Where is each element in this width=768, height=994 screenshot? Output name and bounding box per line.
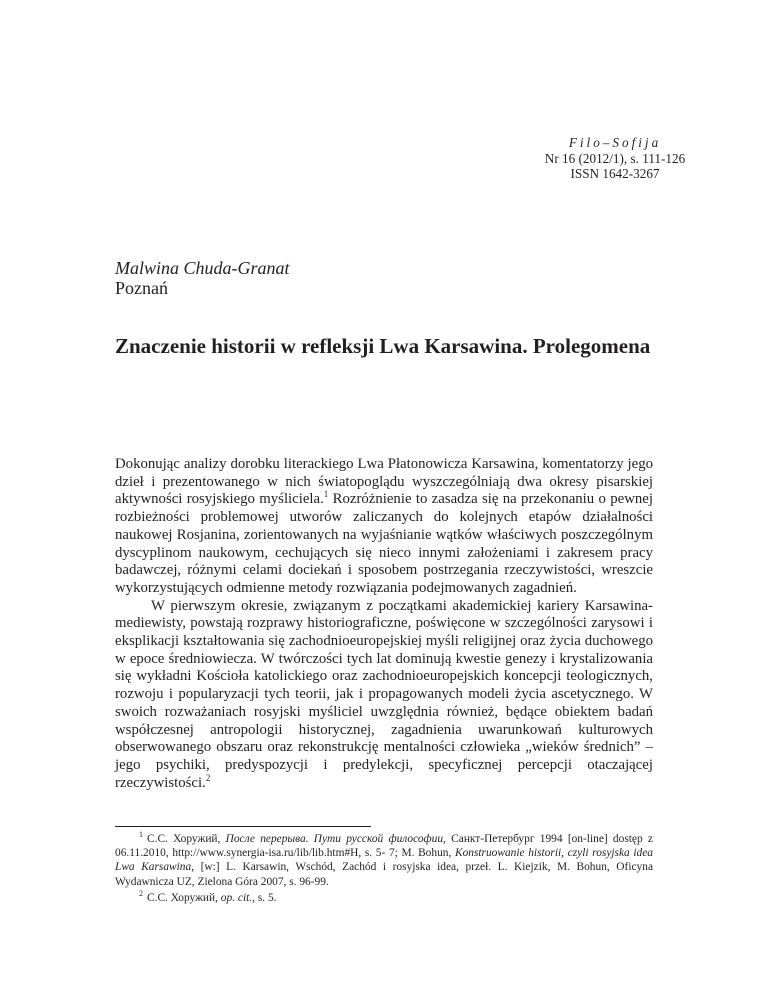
footnote-1 [115, 832, 653, 889]
journal-header [540, 135, 690, 182]
footnote-italic-text: op. cit. [220, 891, 253, 904]
paragraph-text: Rozróżnienie to zasadza się na przekonaniu o pewnej rozbieżności problemowej utworów zaliczanych do kolejnych etapów działalności naukowej Rosjanina, zorientowanych na wyjaśnianie wątków właściwych poszczególnym dyscyplinom naukowym, cechujących się nieco innymi założeniami i zakresem pracy badawczej, różnymi celami dociekań i sposobem postrzegania rzeczywistości, wreszcie wykorzystujących odmienne metody rozwiązania podejmowanych zagadnień. [115, 491, 653, 596]
article-title: Znaczenie historii w refleksji Lwa Karsawina. Prolegomena [115, 334, 651, 358]
paragraph-2 [115, 598, 653, 793]
footnote-italic-text: Konstruowanie historii, czyli rosyjska idea Lwa Karsawina [115, 847, 653, 874]
paragraph-1 [115, 456, 653, 598]
footnote-number: 1 [139, 830, 143, 840]
footnote-text: , s. 5. [252, 891, 277, 904]
footnote-2 [115, 891, 653, 905]
footnote-text: , [w:] L. Karsawin, Wschód, Zachód i rosyjska idea, przeł. L. Kiejzik, M. Bohun, Oficyna Wydawnicza UZ, Zielona Góra 2007, s. 96-99. [115, 861, 653, 888]
footnote-text: С.С. Хоружий, [147, 891, 221, 904]
journal-name: Filo–Sofija [568, 135, 662, 150]
footnote-text: С.С. Хоружий, [147, 833, 226, 845]
journal-issn: ISSN 1642-3267 [570, 166, 660, 181]
author-name: Malwina Chuda-Granat [115, 258, 290, 278]
journal-issue: Nr 16 (2012/1), s. 111-126 [544, 150, 686, 166]
paragraph-text: Dokonując analizy dorobku literackiego Lwa Płatonowicza Karsawina, komentatorzy jego dzieł i prezentowanego w nich światopoglądu wyszczególniają dwa okresy pisarskiej aktywności rosyjskiego myśliciela. [115, 456, 653, 508]
author-city: Poznań [115, 278, 168, 298]
footnote-text: , Санкт-Петербург 1994 [on-line] dostęp z 06.11.2010, http://www.synergia-isa.ru/lib/lib.htm#H, s. 5- 7; M. Bohun, [115, 833, 653, 860]
footnotes [115, 832, 653, 907]
article-body [115, 456, 653, 792]
paragraph-text: W pierwszym okresie, związanym z początkami akademickiej kariery Karsawina-mediewisty, powstają rozprawy historiograficzne, poświęcone w szczególności zarysowi i eksplikacji kształtowania się zachodnioeuropejskiej myśli religijnej oraz życia duchowego w epoce średniowiecza. W twórczości tych lat dominują kwestie genezy i krystalizowania się wykładni Kościoła katolickiego oraz zachodnioeuropejskich koncepcji teologicznych, rozwoju i popularyzacji tych teorii, jak i propagowanych modeli życia ascetycznego. W swoich rozważaniach rosyjski myśliciel uwzględnia również, będące obiektem badań współczesnej antropologii historycznej, zagadnienia uwarunkowań kulturowych obserwowanego obszaru oraz rekonstrukcję mentalności człowieka „wieków średnich” – jego psychiki, predyspozycji i predylekcji, specyficznej percepcji otaczającej rzeczywistości. [115, 597, 653, 791]
footnote-italic-text: После перерыва. Пути русской философии [225, 833, 444, 845]
footnote-ref-1[interactable]: 1 [323, 489, 329, 500]
author-block [115, 258, 290, 298]
footnote-number: 2 [139, 889, 143, 899]
footnote-ref-2[interactable]: 2 [205, 772, 211, 783]
footnote-divider [115, 826, 371, 827]
